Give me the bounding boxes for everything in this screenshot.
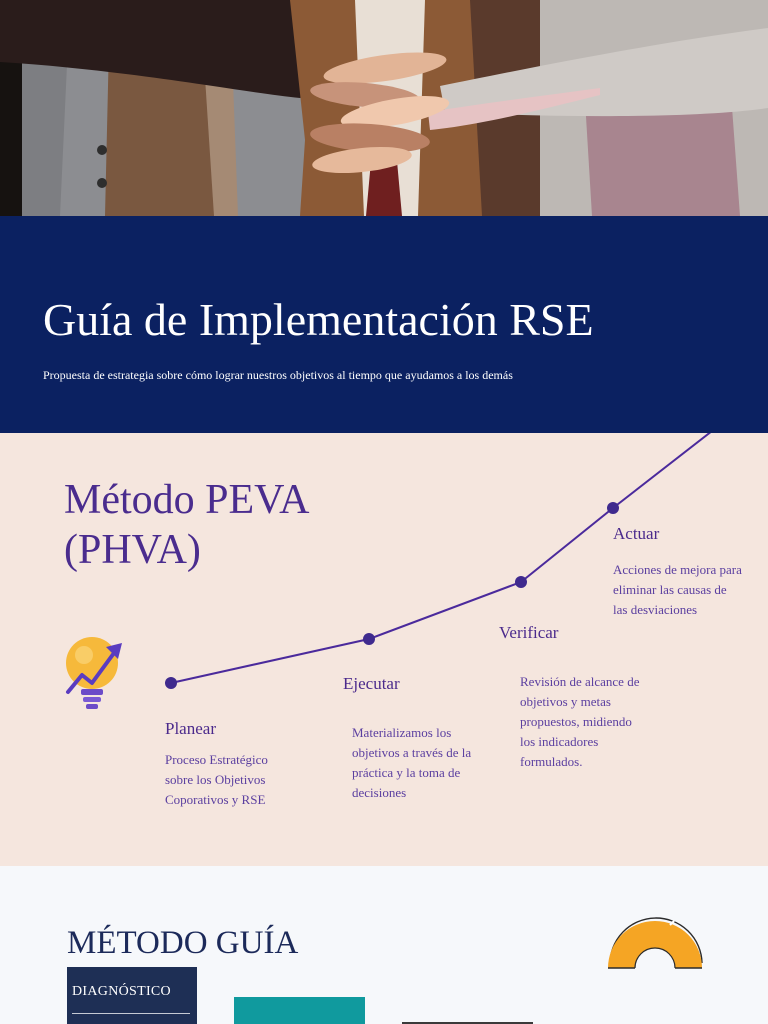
step-description-planear xyxy=(165,750,268,810)
step-description-line: Materializamos los xyxy=(352,725,452,740)
step-description-line: los indicadores xyxy=(520,734,599,749)
guide-section xyxy=(0,866,768,1024)
step-dot-ejecutar xyxy=(363,633,375,645)
peva-section xyxy=(0,433,768,866)
step-dot-verificar xyxy=(515,576,527,588)
step-description-line: práctica y la toma de xyxy=(352,765,461,780)
diagnostico-card[interactable] xyxy=(67,967,197,1024)
step-description-line: objetivos a través de la xyxy=(352,745,472,760)
peva-title xyxy=(64,475,309,575)
peva-title-line-1: Método PEVA xyxy=(64,477,310,523)
title-banner xyxy=(0,216,768,433)
step-description-line: propuestos, midiendo xyxy=(520,714,632,729)
step-description-line: objetivos y metas xyxy=(520,694,611,709)
half-donut-icon xyxy=(604,911,706,971)
step-description-line: decisiones xyxy=(352,785,407,800)
hero-photo xyxy=(0,0,768,216)
guide-card-teal[interactable] xyxy=(234,997,365,1024)
step-description-line: las desviaciones xyxy=(613,602,698,617)
step-description-actuar xyxy=(613,560,742,620)
peva-title-line-2: (PHVA) xyxy=(64,527,201,573)
step-description-line: Proceso Estratégico xyxy=(165,752,268,767)
step-dot-actuar xyxy=(607,502,619,514)
step-description-line: formulados. xyxy=(520,754,583,769)
diagnostico-card-label: DIAGNÓSTICO xyxy=(72,984,171,999)
step-description-line: sobre los Objetivos xyxy=(165,772,266,787)
page-subtitle: Propuesta de estrategia sobre cómo lograr nuestros objetivos al tiempo que ayudamos a los demás xyxy=(43,368,513,382)
step-description-line: Acciones de mejora para xyxy=(613,562,742,577)
guide-title: MÉTODO GUÍA xyxy=(67,925,299,961)
card-divider xyxy=(72,1013,190,1014)
step-description-line: Coporativos y RSE xyxy=(165,792,266,807)
step-dot-planear xyxy=(165,677,177,689)
step-name-ejecutar: Ejecutar xyxy=(343,674,400,693)
step-description-verificar xyxy=(520,672,639,772)
lightbulb-growth-arrow-icon xyxy=(60,631,126,715)
page-title: Guía de Implementación RSE xyxy=(43,294,594,345)
step-name-actuar: Actuar xyxy=(613,524,660,543)
step-description-ejecutar xyxy=(352,723,471,803)
hero-photo-graphic xyxy=(0,0,768,216)
step-description-line: eliminar las causas de xyxy=(613,582,727,597)
step-name-planear: Planear xyxy=(165,719,216,738)
step-name-verificar: Verificar xyxy=(499,623,559,642)
step-description-line: Revisión de alcance de xyxy=(520,674,640,689)
